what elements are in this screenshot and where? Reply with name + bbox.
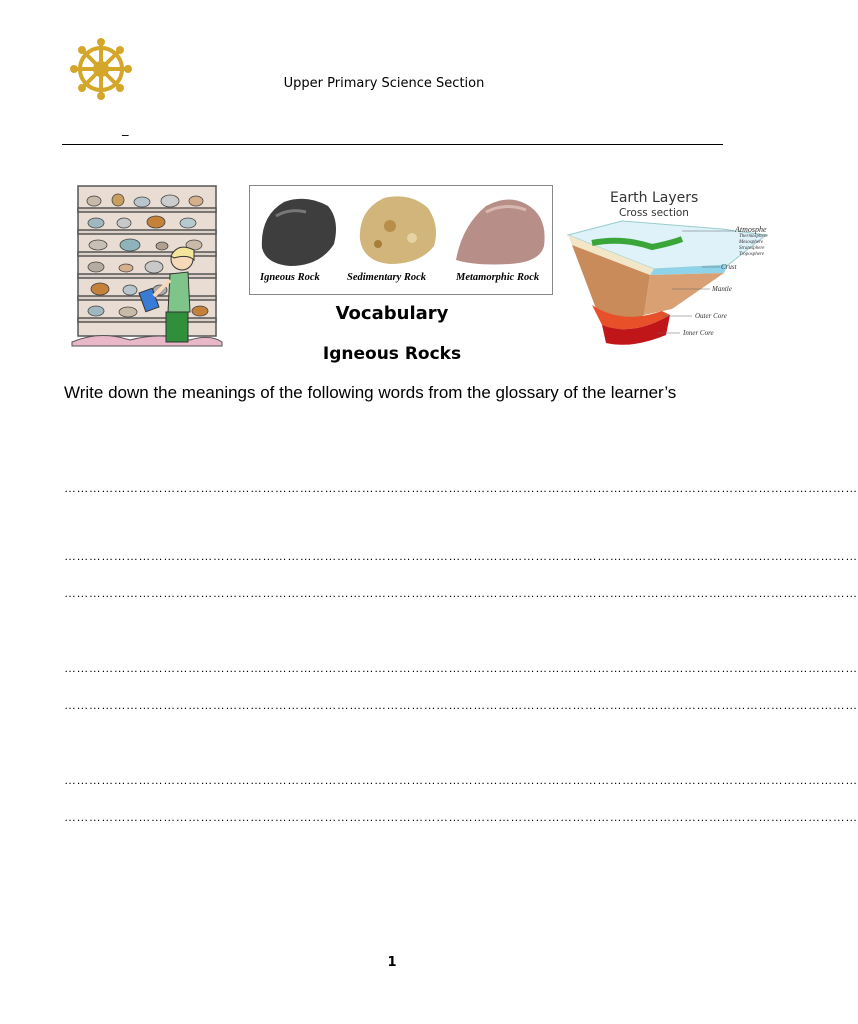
answer-line[interactable]: ………………………………………………………………………………………………………………………………………………………………………… xyxy=(64,549,858,563)
answer-line[interactable]: ………………………………………………………………………………………………………………………………………………………………………… xyxy=(64,481,858,495)
earth-layers-title: Earth Layers xyxy=(610,190,699,206)
label-mesosphere: Mesosphere xyxy=(739,240,763,245)
answer-line[interactable]: ………………………………………………………………………………………………………………………………………………………………………… xyxy=(64,661,858,675)
label-troposphere: Troposphere xyxy=(739,252,764,257)
label-mantle: Mantle xyxy=(712,285,732,293)
label-stratosphere: Stratosphere xyxy=(739,246,765,251)
header-dash: _ xyxy=(122,122,129,137)
caption-igneous: Igneous Rock xyxy=(260,272,320,283)
vocabulary-title: Vocabulary xyxy=(335,303,449,324)
label-outer-core: Outer Core xyxy=(695,312,727,320)
label-inner-core: Inner Core xyxy=(683,329,714,337)
earth-layers-subtitle: Cross section xyxy=(619,207,689,219)
answer-line[interactable]: ………………………………………………………………………………………………………………………………………………………………………… xyxy=(64,810,858,824)
page-number: 1 xyxy=(387,955,397,970)
answer-line[interactable]: ………………………………………………………………………………………………………………………………………………………………………… xyxy=(64,773,858,787)
answer-line[interactable]: ………………………………………………………………………………………………………………………………………………………………………… xyxy=(64,586,858,600)
label-crust: Crust xyxy=(721,263,737,271)
answer-line[interactable]: ………………………………………………………………………………………………………………………………………………………………………… xyxy=(64,698,858,712)
caption-metamorphic: Metamorphic Rock xyxy=(456,272,540,283)
section-title: Igneous Rocks xyxy=(322,344,462,364)
header-title: Upper Primary Science Section xyxy=(283,76,485,91)
rock-types-panel xyxy=(249,185,553,295)
instructions-text: Write down the meanings of the following words from the glossary of the learner’s xyxy=(64,383,677,402)
label-atmosphere: Atmosphe xyxy=(735,225,767,234)
label-thermosphere: Thermosphere xyxy=(739,234,768,239)
caption-sedimentary: Sedimentary Rock xyxy=(347,272,427,283)
header-divider xyxy=(62,144,723,145)
rock-shelf-illustration xyxy=(70,184,225,349)
